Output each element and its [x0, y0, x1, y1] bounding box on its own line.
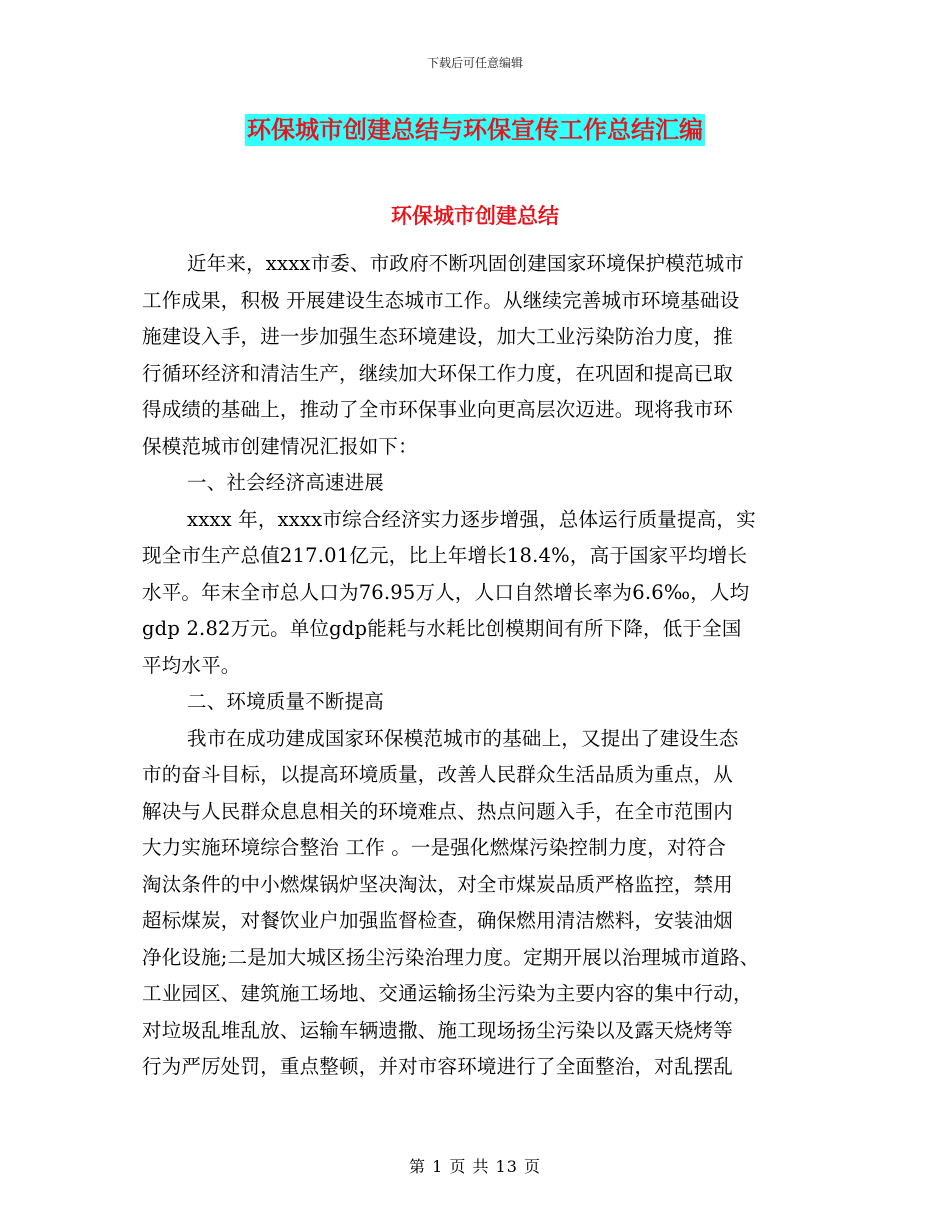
paragraph-line: 保模范城市创建情况汇报如下： [142, 434, 418, 458]
paragraph-line: 超标煤炭，对餐饮业户加强监督检查，确保燃用清洁燃料，安装油烟 [142, 909, 734, 932]
paragraph-line: 施建设入手，进一步加强生态环境建设，加大工业污染防治力度，推 [142, 325, 734, 348]
page-number: 第 1 页 共 13 页 [409, 1157, 541, 1176]
paragraph-line: 净化设施;二是加大城区扬尘污染治理力度。定期开展以治理城市道路、 [142, 945, 760, 969]
subheading-line: 二、环境质量不断提高 [187, 690, 385, 713]
paragraph-line: gdp 2.82万元。单位gdp能耗与水耗比创模期间有所下降，低于全国 [142, 617, 742, 640]
paragraph-line: 行为严厉处罚，重点整顿，并对市容环境进行了全面整治，对乱摆乱 [142, 1055, 734, 1078]
paragraph-line: 行循环经济和清洁生产，继续加大环保工作力度，在巩固和提高已取 [142, 361, 734, 385]
header-note: 下载后可任意编辑 [426, 56, 523, 70]
body-text [142, 246, 806, 1086]
paragraph-line: 工作成果，积极 开展建设生态城市工作。从继续完善城市环境基础设 [142, 288, 740, 312]
main-title: 环保城市创建总结与环保宣传工作总结汇编 [247, 116, 703, 144]
paragraph-line: 得成绩的基础上，推动了全市环保事业向更高层次迈进。现将我市环 [142, 398, 734, 421]
paragraph-line: 平均水平。 [142, 653, 241, 677]
paragraph-line: 我市在成功建成国家环保模范城市的基础上，又提出了建设生态 [187, 726, 739, 750]
paragraph-line: 市的奋斗目标，以提高环境质量，改善人民群众生活品质为重点，从 [142, 763, 734, 786]
paragraph-line: 现全市生产总值217.01亿元，比上年增长18.4%，高于国家平均增长 [142, 544, 748, 567]
paragraph-line: 工业园区、建筑施工场地、交通运输扬尘污染为主要内容的集中行动， [142, 982, 753, 1005]
paragraph-line: 水平。年末全市总人口为76.95万人，人口自然增长率为6.6‰，人均 [142, 580, 750, 604]
subheading-line: 一、社会经济高速进展 [187, 471, 385, 494]
main-title-container [0, 114, 950, 146]
paragraph-line: 解决与人民群众息息相关的环境难点、热点问题入手，在全市范围内 [142, 799, 734, 823]
paragraph-line: 大力实施环境综合整治 工作 。一是强化燃煤污染控制力度，对符合 [142, 836, 727, 859]
paragraph-line: 淘汰条件的中小燃煤锅炉坚决淘汰，对全市煤炭品质严格监控，禁用 [142, 872, 734, 896]
paragraph-line: 对垃圾乱堆乱放、运输车辆遗撒、施工现场扬尘污染以及露天烧烤等 [142, 1018, 734, 1042]
section-title: 环保城市创建总结 [391, 204, 559, 228]
paragraph-line: xxxx 年，xxxx市综合经济实力逐步增强，总体运行质量提高，实 [187, 507, 756, 531]
paragraph-line: 近年来，xxxx市委、市政府不断巩固创建国家环境保护模范城市 [187, 252, 744, 275]
